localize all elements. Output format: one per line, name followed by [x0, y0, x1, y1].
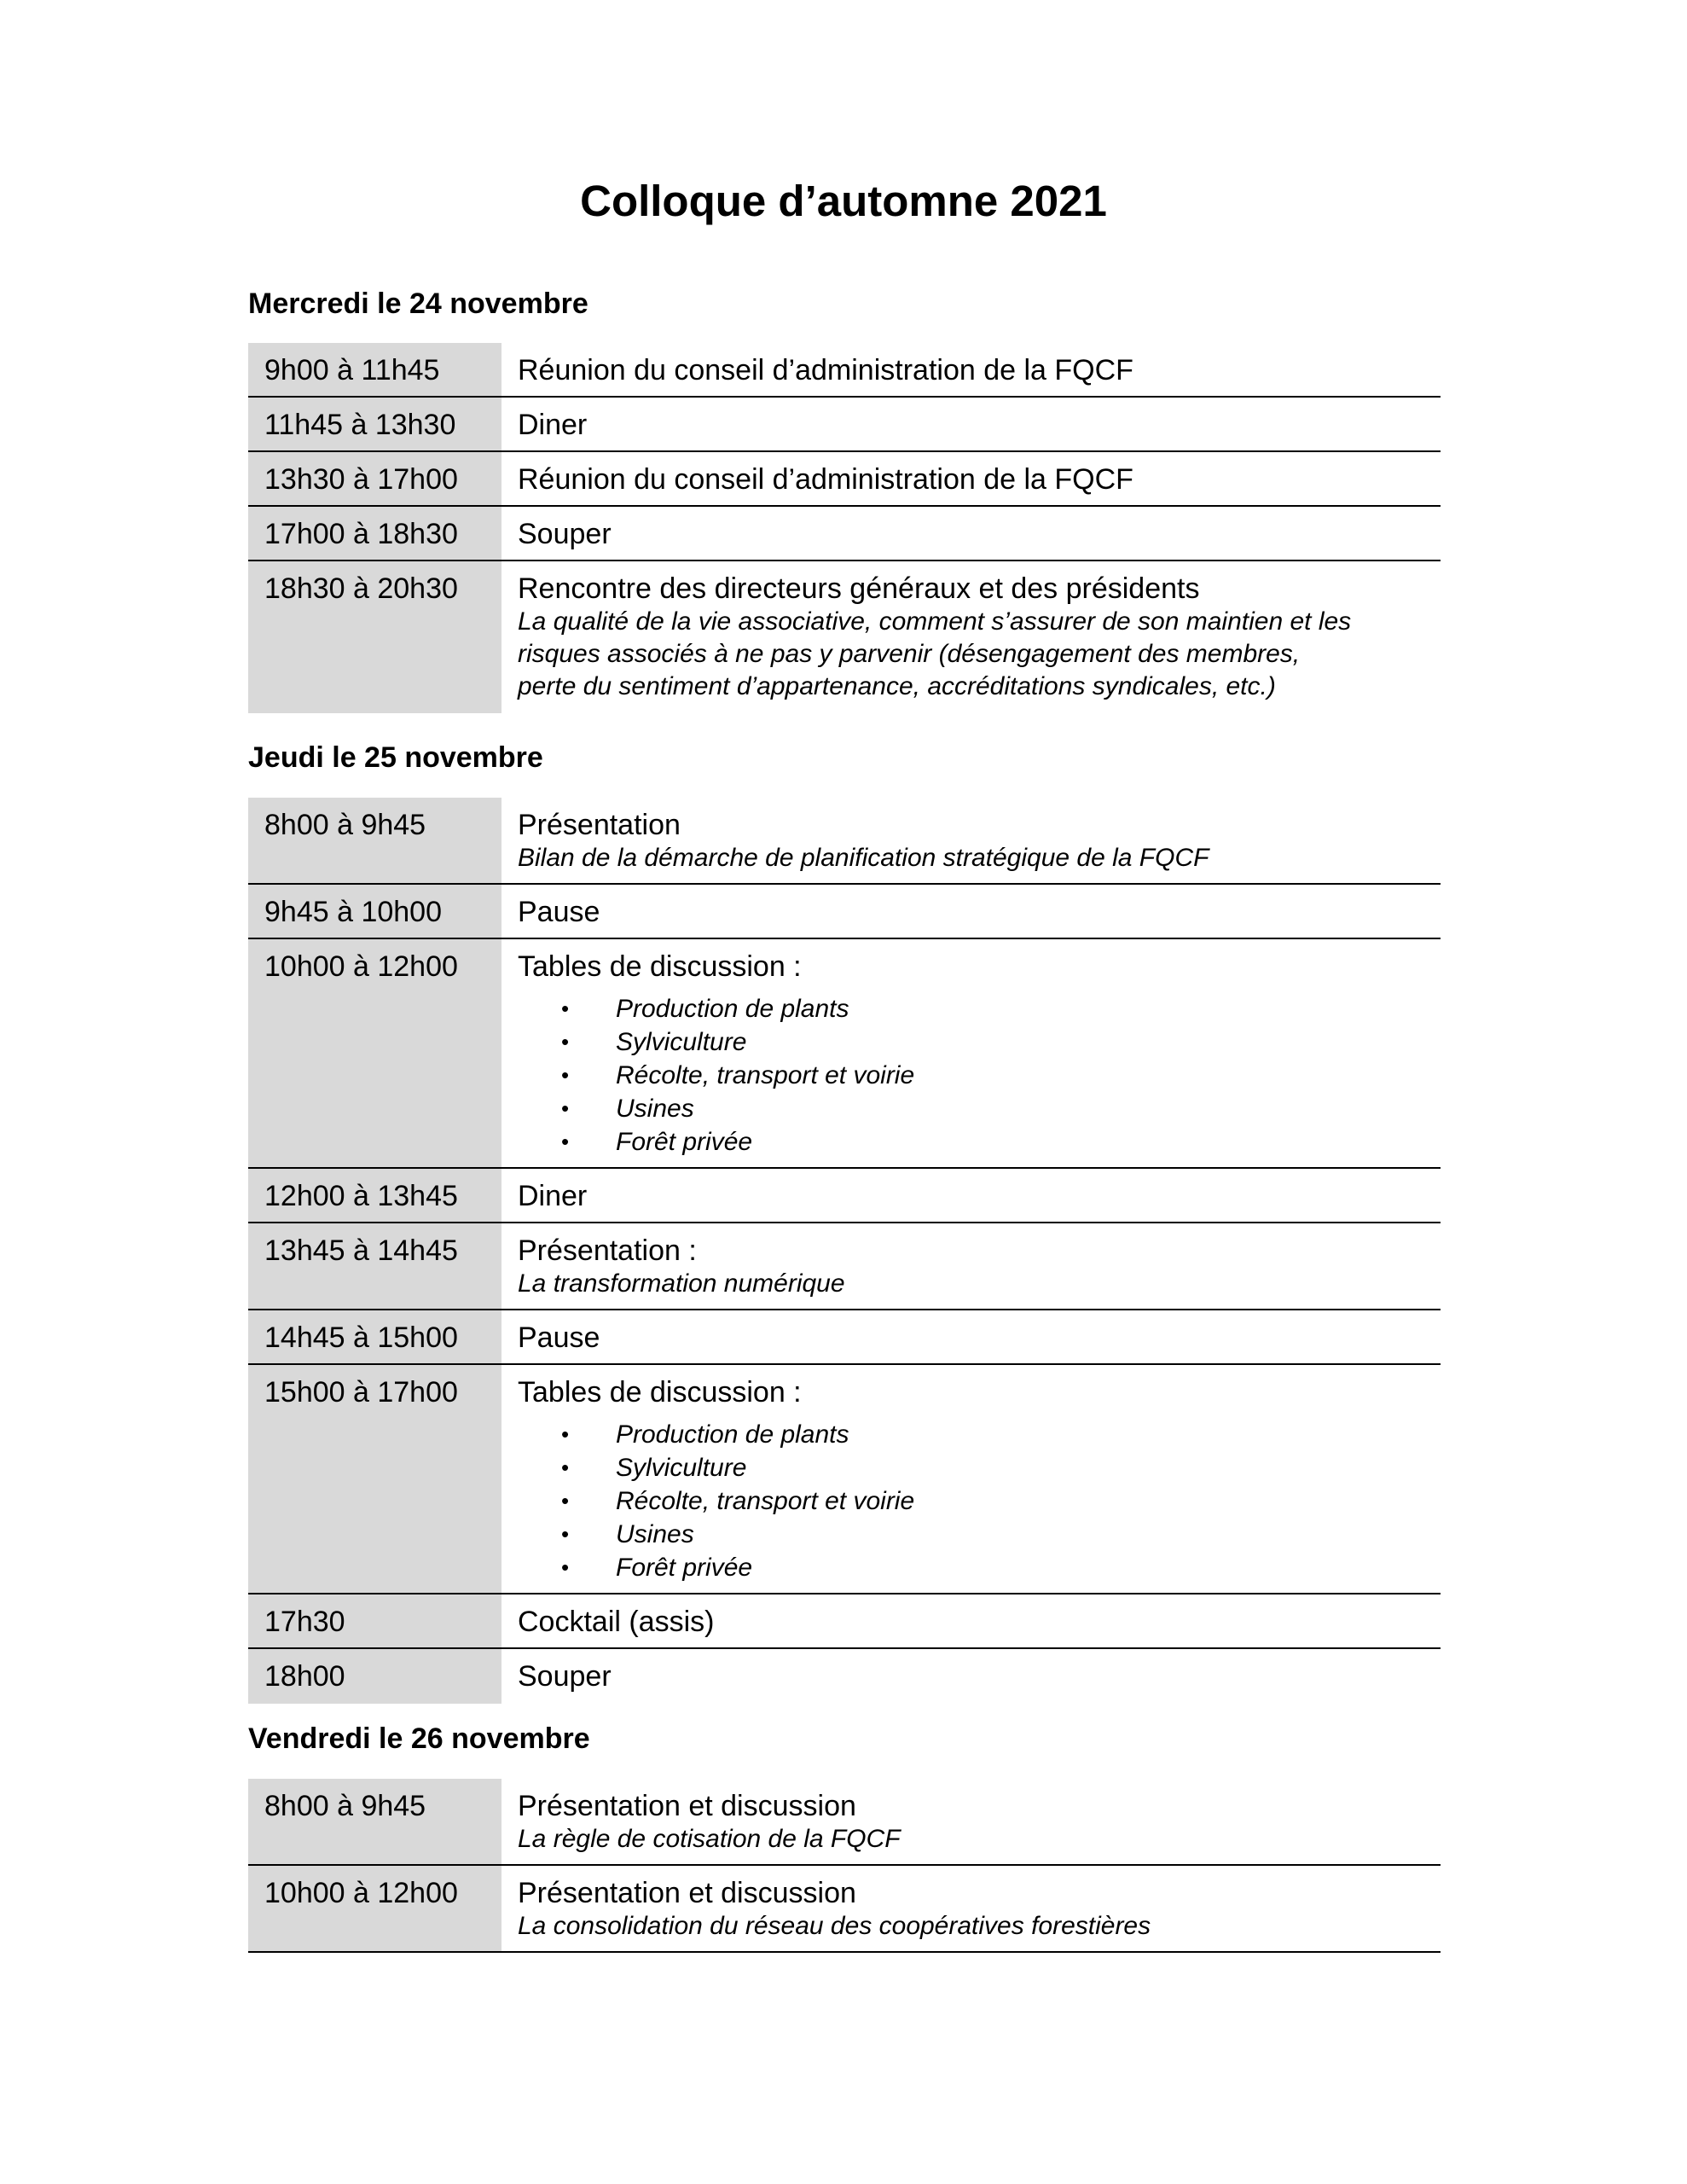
discussion-topics-list	[518, 992, 1432, 1159]
activity-cell	[501, 1594, 1441, 1649]
schedule-row	[248, 885, 1441, 939]
activity-title: Rencontre des directeurs généraux et des présidents	[518, 572, 1200, 605]
schedule-table-wednesday	[248, 343, 1441, 713]
list-item: • Récolte, transport et voirie	[518, 1059, 1432, 1092]
schedule-row	[248, 1310, 1441, 1365]
activity-cell	[501, 561, 1441, 713]
activity-title: Cocktail (assis)	[518, 1606, 715, 1638]
activity-cell	[501, 1365, 1441, 1594]
time-cell: 10h00 à 12h00	[248, 1866, 501, 1953]
activity-detail: Bilan de la démarche de planification stratégique de la FQCF	[518, 844, 1209, 872]
activity-title: Réunion du conseil d’administration de la FQCF	[518, 463, 1133, 496]
schedule-row	[248, 1594, 1441, 1649]
activity-title: Pause	[518, 1321, 600, 1354]
time-cell: 11h45 à 13h30	[248, 398, 501, 452]
time-cell: 10h00 à 12h00	[248, 939, 501, 1169]
list-item: • Usines	[518, 1092, 1432, 1125]
activity-title: Présentation et discussion	[518, 1790, 856, 1822]
activity-cell	[501, 885, 1441, 939]
time-cell: 9h45 à 10h00	[248, 885, 501, 939]
activity-cell	[501, 1649, 1441, 1704]
discussion-topics-list	[518, 1418, 1432, 1584]
time-cell: 18h30 à 20h30	[248, 561, 501, 713]
activity-title: Présentation et discussion	[518, 1877, 856, 1909]
activity-title: Diner	[518, 409, 588, 441]
activity-cell	[501, 507, 1441, 561]
list-item: • Forêt privée	[518, 1125, 1432, 1159]
schedule-row	[248, 1649, 1441, 1704]
time-cell: 13h45 à 14h45	[248, 1223, 501, 1310]
day-heading-wednesday: Mercredi le 24 novembre	[248, 288, 588, 320]
activity-detail: La règle de cotisation de la FQCF	[518, 1825, 901, 1853]
activity-cell	[501, 1223, 1441, 1310]
activity-title: Réunion du conseil d’administration de la FQCF	[518, 354, 1133, 386]
activity-title: Tables de discussion :	[518, 1376, 802, 1409]
activity-detail: perte du sentiment d’appartenance, accréditations syndicales, etc.)	[518, 672, 1276, 700]
time-cell: 17h30	[248, 1594, 501, 1649]
activity-title: Pause	[518, 896, 600, 928]
activity-title: Tables de discussion :	[518, 950, 802, 983]
time-cell: 15h00 à 17h00	[248, 1365, 501, 1594]
activity-cell	[501, 1169, 1441, 1223]
activity-cell	[501, 343, 1441, 398]
activity-title: Diner	[518, 1180, 588, 1212]
list-item: • Production de plants	[518, 992, 1432, 1025]
time-cell: 13h30 à 17h00	[248, 452, 501, 507]
activity-cell	[501, 1310, 1441, 1365]
activity-detail: risques associés à ne pas y parvenir (désengagement des membres,	[518, 640, 1301, 668]
activity-cell	[501, 452, 1441, 507]
schedule-row	[248, 939, 1441, 1169]
time-cell: 8h00 à 9h45	[248, 1779, 501, 1866]
activity-cell	[501, 1866, 1441, 1953]
activity-detail: La transformation numérique	[518, 1269, 845, 1298]
schedule-row	[248, 452, 1441, 507]
activity-detail: La qualité de la vie associative, comment s’assurer de son maintien et les	[518, 607, 1352, 636]
list-item: • Sylviculture	[518, 1025, 1432, 1059]
activity-cell	[501, 398, 1441, 452]
activity-cell	[501, 1779, 1441, 1866]
list-item: • Forêt privée	[518, 1551, 1432, 1584]
day-heading-friday: Vendredi le 26 novembre	[248, 1722, 590, 1755]
schedule-row	[248, 1866, 1441, 1953]
time-cell: 8h00 à 9h45	[248, 798, 501, 885]
time-cell: 12h00 à 13h45	[248, 1169, 501, 1223]
activity-detail: La consolidation du réseau des coopératives forestières	[518, 1912, 1151, 1940]
activity-title: Souper	[518, 518, 612, 550]
schedule-row	[248, 507, 1441, 561]
activity-title: Souper	[518, 1660, 612, 1693]
list-item: • Récolte, transport et voirie	[518, 1484, 1432, 1518]
page-title: Colloque d’automne 2021	[580, 177, 1107, 225]
time-cell: 18h00	[248, 1649, 501, 1704]
schedule-row	[248, 1365, 1441, 1594]
time-cell: 9h00 à 11h45	[248, 343, 501, 398]
list-item: • Usines	[518, 1518, 1432, 1551]
schedule-table-friday	[248, 1779, 1441, 1953]
list-item: • Sylviculture	[518, 1451, 1432, 1484]
schedule-row	[248, 1779, 1441, 1866]
schedule-row	[248, 398, 1441, 452]
schedule-row	[248, 798, 1441, 885]
schedule-row	[248, 343, 1441, 398]
time-cell: 17h00 à 18h30	[248, 507, 501, 561]
list-item: • Production de plants	[518, 1418, 1432, 1451]
activity-title: Présentation	[518, 809, 681, 841]
activity-title: Présentation :	[518, 1234, 697, 1267]
day-heading-thursday: Jeudi le 25 novembre	[248, 741, 543, 774]
schedule-row	[248, 561, 1441, 713]
schedule-row	[248, 1223, 1441, 1310]
schedule-row	[248, 1169, 1441, 1223]
time-cell: 14h45 à 15h00	[248, 1310, 501, 1365]
activity-cell	[501, 939, 1441, 1169]
schedule-table-thursday	[248, 798, 1441, 1704]
activity-cell	[501, 798, 1441, 885]
